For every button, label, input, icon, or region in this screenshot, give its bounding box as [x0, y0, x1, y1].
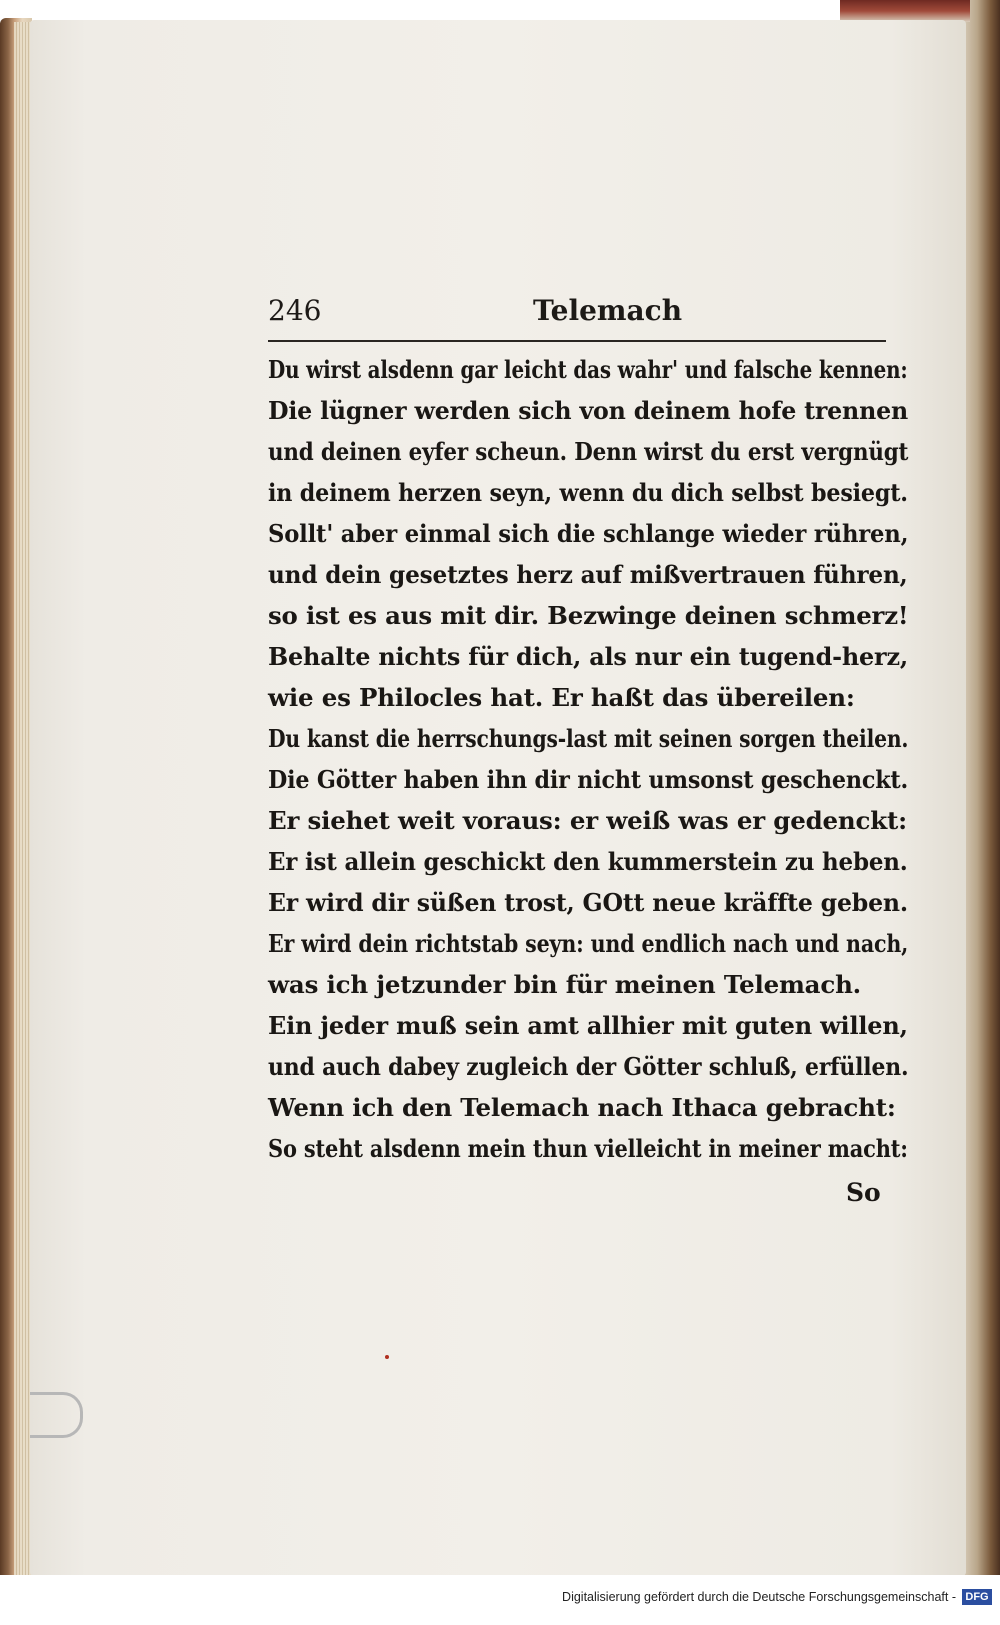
text-line: Er wird dir süßen trost, GOtt neue kräffte geben. [268, 888, 908, 917]
text-line: Wenn ich den Telemach nach Ithaca gebracht: [268, 1093, 896, 1122]
text-line: Die Götter haben ihn dir nicht umsonst geschenckt. [268, 765, 909, 794]
text-line: in deinem herzen seyn, wenn du dich selbst besiegt. [268, 478, 908, 507]
dfg-logo: DFG [962, 1589, 992, 1605]
paper-clip-icon [30, 1392, 83, 1438]
text-line: Er ist allein geschickt den kummerstein zu heben. [268, 847, 908, 876]
ink-spot [385, 1355, 389, 1359]
text-line: was ich jetzunder bin für meinen Telemach. [268, 970, 862, 999]
text-line: Du wirst alsdenn gar leicht das wahr' und falsche kennen: [268, 355, 908, 384]
right-cover-edge [962, 0, 1000, 1575]
text-line: Du kanst die herrschungs-last mit seinen sorgen theilen. [268, 724, 909, 753]
header-rule [268, 340, 886, 342]
text-line: Sollt' aber einmal sich die schlange wieder rühren, [268, 519, 909, 548]
page-header [268, 290, 888, 334]
catchword: So [846, 1178, 881, 1207]
text-line: und auch dabey zugleich der Götter schluß, erfüllen. [268, 1052, 909, 1081]
text-line: und dein gesetztes herz auf mißvertrauen führen, [268, 560, 908, 589]
running-title: Telemach [533, 294, 683, 327]
text-line: Die lügner werden sich von deinem hofe trennen [268, 396, 909, 425]
text-line: So steht alsdenn mein thun vielleicht in meiner macht: [268, 1134, 908, 1163]
text-line: Er wird dein richtstab seyn: und endlich nach und nach, [268, 929, 909, 958]
page-number: 246 [268, 294, 322, 327]
text-line: so ist es aus mit dir. Bezwinge deinen schmerz! [268, 601, 909, 630]
poem-text [268, 349, 908, 1169]
text-line: Er siehet weit voraus: er weiß was er gedenckt: [268, 806, 907, 835]
text-line: und deinen eyfer scheun. Denn wirst du erst vergnügt [268, 437, 909, 466]
text-line: Behalte nichts für dich, als nur ein tugend-herz, [268, 642, 908, 671]
text-line: wie es Philocles hat. Er haßt das übereilen: [268, 683, 855, 712]
top-bookmark-edge [840, 0, 970, 22]
footer-credit: Digitalisierung gefördert durch die Deutsche Forschungsgemeinschaft - [562, 1590, 956, 1604]
text-line: Ein jeder muß sein amt allhier mit guten willen, [268, 1011, 908, 1040]
digitization-footer [0, 1575, 1000, 1625]
